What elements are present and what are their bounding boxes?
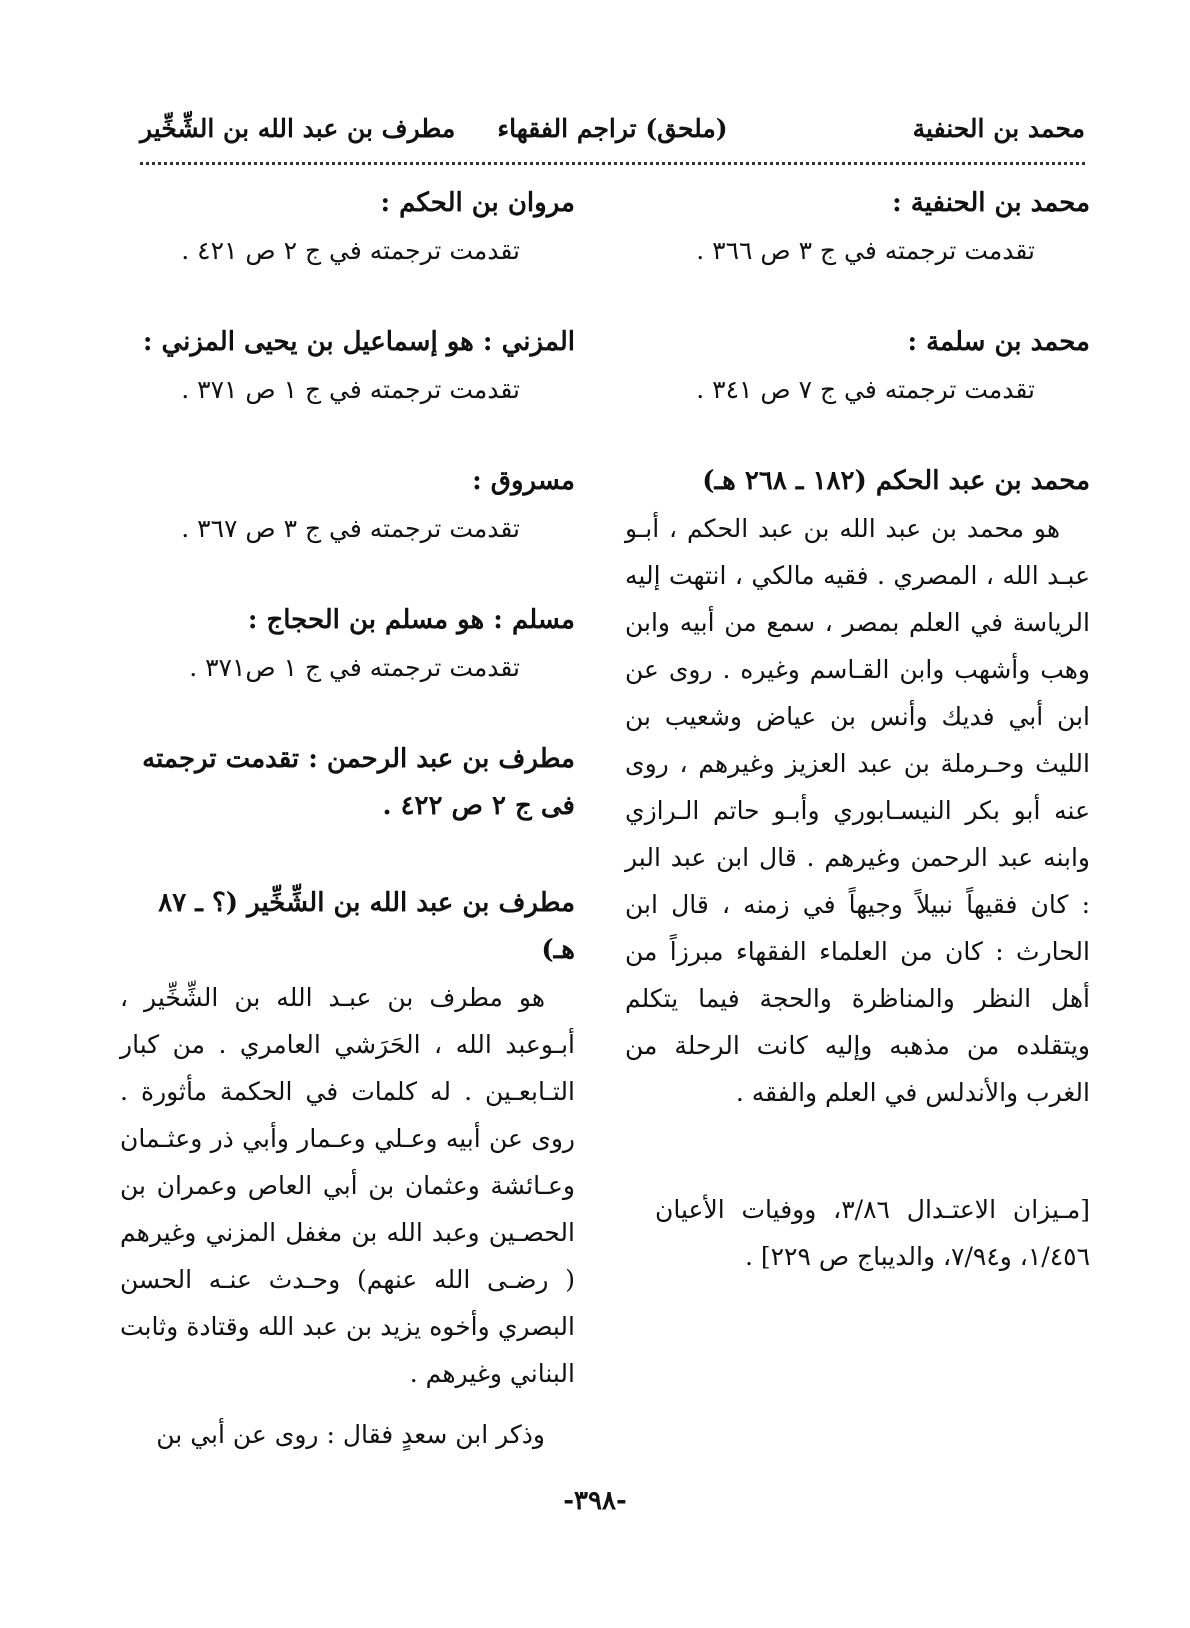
entry-biography: هو مطرف بن عبـد الله بن الشِّخِّير ، أبـوعبد الله ، الحَرَشي العامري . من كبار التـابعـين . له كلمات في الحكمة مأثورة . روى عن أبيه وعـلي وعـمار وأبي ذر وعثـمان وعـائشة وعثمان بن أبي العاص وعمران بن الحصـين وعبد الله بن مغفل المزني وغيرهم ( رضـى الله عنهم) وحـدث عنـه الحسن البصري وأخوه يزيد بن عبد الله وقتادة وثابت البناني وغيرهم . (120, 983, 575, 1388)
entry-al-muzani (120, 319, 575, 413)
entry-muslim (120, 597, 575, 691)
entry-reference: تقدمت ترجمته في ج ١ ص ٣٧١ . (181, 375, 520, 404)
entry-reference: تقدمت ترجمته في ج ١ ص٣٧١ . (189, 653, 520, 682)
entry-title: محمد بن سلمة : (907, 327, 1090, 357)
page-number: -٣٩٨- (563, 1486, 627, 1516)
sources-citation: [مـيزان الاعتـدال ٣/٨٦، ووفيات الأعيان ١/٤٥٦، و٧/٩٤، والديباج ص ٢٢٩] . (655, 1195, 1090, 1271)
left-column (120, 180, 575, 1458)
entry-reference: تقدمت ترجمته في ج ٢ ص ٤٢١ . (181, 236, 520, 265)
entry-biography: هو محمد بن عبد الله بن عبد الحكم ، أبـو عبـد الله ، المصري . فقيه مالكي ، انتهت إليه الرياسة في العلم بمصر ، سمع من أبيه وابن وهب وأشهب وابن القـاسم وغيره . روى عن ابن أبي فديك وأنس بن عياض وشعيب بن الليث وحـرملة بن عبد العزيز وغيرهم ، روى عنه أبو بكر النيسـابوري وأبـو حاتم الـرازي وابنه عبد الرحمن وغيرهم . قال ابن عبد البر : كان فقيهاً نبيلاً وجيهاً في زمنه ، قال ابن الحارث : كان من العلماء الفقهاء مبرزاً من أهل النظر والمناظرة والحجة فيما يتكلم ويتقلده من مذهبه وإليه كانت الرحلة من الغرب والأندلس في العلم والفقه . (625, 514, 1090, 1107)
entry-title: المزني : هو إسماعيل بن يحيى المزني : (142, 327, 575, 357)
running-header (140, 108, 1085, 152)
entry-muhammad-ibn-salama (625, 319, 1090, 413)
entry-masruq (120, 458, 575, 552)
entry-title: مسلم : هو مسلم بن الحجاج : (247, 605, 575, 635)
continuation-text: وذكر ابن سعدٍ فقال : روى عن أبي بن (156, 1420, 545, 1449)
entry-title: مسروق : (472, 466, 575, 496)
entry-reference: تقدمت ترجمته في ج ٣ ص ٣٦٦ . (696, 236, 1035, 265)
header-divider (140, 162, 1085, 165)
right-column (625, 180, 1090, 1280)
entry-title: مروان بن الحكم : (380, 188, 575, 218)
entry-title: مطرف بن عبد الرحمن : تقدمت ترجمته فى ج ٢ ص ٤٢٢ . (142, 744, 575, 821)
entry-title: مطرف بن عبد الله بن الشِّخِّير (؟ ـ ٨٧ هـ) (158, 888, 575, 965)
entry-mutarrif-ibn-abd-al-rahman (120, 736, 575, 830)
header-left-title: مطرف بن عبد الله بن الشِّخِّير (140, 114, 456, 143)
header-section-title: (ملحق) تراجم الفقهاء (497, 114, 728, 143)
entry-muhammad-ibn-abd-al-hakam (625, 458, 1090, 1116)
header-right-title: محمد بن الحنفية (912, 114, 1085, 143)
entry-marwan-ibn-al-hakam (120, 180, 575, 274)
entry-reference: تقدمت ترجمته في ج ٣ ص ٣٦٧ . (181, 514, 520, 543)
entry-muhammad-ibn-al-hanafiyya (625, 180, 1090, 274)
entry-mutarrif-ibn-abd-allah (120, 880, 575, 1397)
entry-reference: تقدمت ترجمته في ج ٧ ص ٣٤١ . (696, 375, 1035, 404)
entry-title: محمد بن الحنفية : (892, 188, 1090, 218)
entry-title: محمد بن عبد الحكم (١٨٢ ـ ٢٦٨ هـ) (702, 466, 1090, 496)
